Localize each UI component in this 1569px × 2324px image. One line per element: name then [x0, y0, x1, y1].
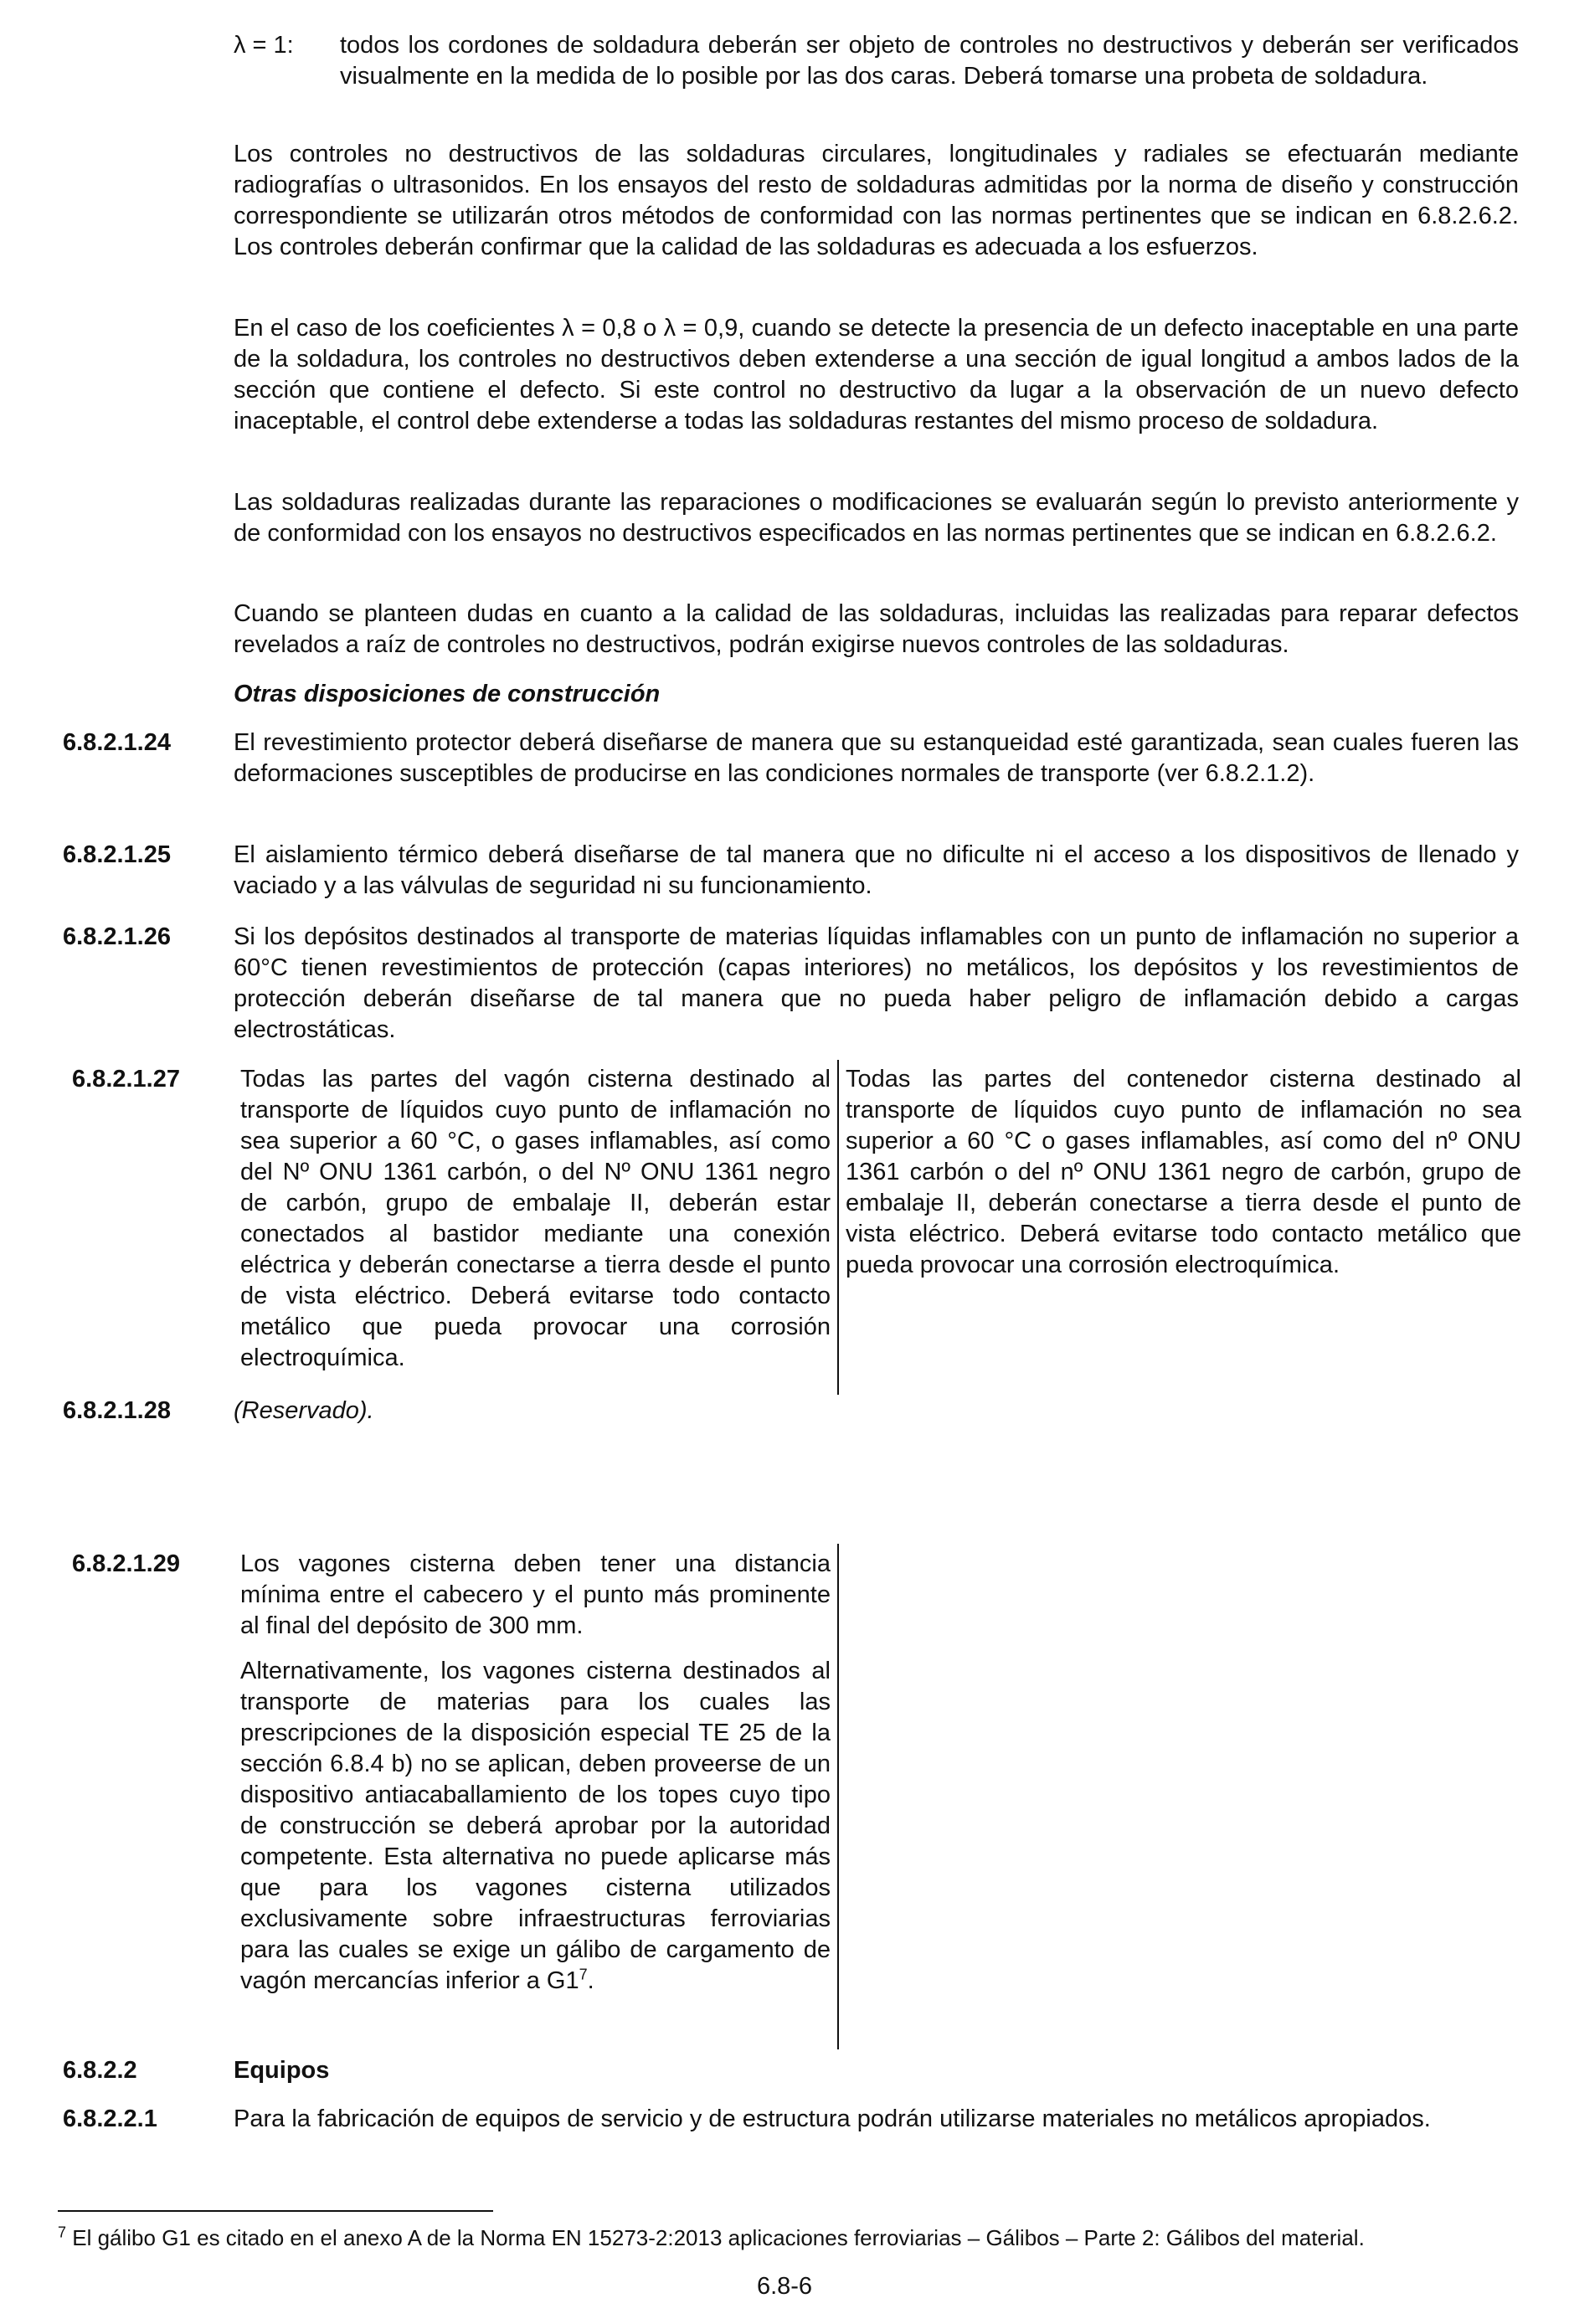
page-number: 6.8-6 [756, 2273, 813, 2300]
section-text-27-container: Todas las partes del contenedor cisterna destinado al transporte de líquidos cuyo punto de inflamación no sea superior a 60 °C o gases inflamables, así como del nº ONU 1361 carbón o del nº ONU 1361 negro de carbón, grupo de embalaje II, deberán conectarse a tierra desde el punto de vista eléctrico. Deberá evitarse todo contacto metálico que pueda provocar una corrosión electroquímica. [846, 1066, 1521, 1278]
lambda-text: todos los cordones de soldadura deberán ser objeto de controles no destructivos y deberán ser verificados visualmente en la medida de lo posible por las dos caras. Deberá tomarse una probeta de soldadura. [340, 32, 1519, 90]
section-text-27-rail: Todas las partes del vagón cisterna destinado al transporte de líquidos cuyo punto de inflamación no sea superior a 60 °C, o gases inflamables, así como del Nº ONU 1361 carbón, o del Nº ONU 1361 negro de carbón, grupo de embalaje II, deberán estar conectados al bastidor mediante una conexión eléctrica y deberán conectarse a tierra desde el punto de vista eléctrico. Deberá evitarse todo contacto metálico que pueda provocar una corrosión electroquímica. [240, 1066, 831, 1371]
footnote-ref-7: 7 [579, 1966, 588, 1983]
section-number-26: 6.8.2.1.26 [63, 923, 171, 950]
section-title-equipos: Equipos [234, 2057, 330, 2084]
section-number-2221: 6.8.2.2.1 [63, 2105, 157, 2132]
footnote [58, 2224, 1365, 2251]
section-number-28: 6.8.2.1.28 [63, 1397, 171, 1424]
section-text-28: (Reservado). [234, 1397, 374, 1424]
section-text-24: El revestimiento protector deberá diseñarse de manera que su estanqueidad esté garantizada, sean cuales fueren las deformaciones susceptibles de producirse en las condiciones normales de transporte (ver 6.8.2.1.2). [234, 729, 1519, 787]
footnote-mark: 7 [58, 2224, 67, 2241]
paragraph-ndt-methods: Los controles no destructivos de las soldaduras circulares, longitudinales y radiales se efectuarán mediante radiografías o ultrasonidos. En los ensayos del resto de soldaduras admitidas por la norma de diseño y construcción correspondiente se utilizarán otros métodos de conformidad con las normas pertinentes que se indican en 6.8.2.6.2. Los controles deberán confirmar que la calidad de las soldaduras es adecuada a los esfuerzos. [234, 141, 1519, 260]
lambda-label: λ = 1: [234, 32, 294, 59]
footnote-separator [58, 2210, 493, 2212]
footnote-text: El gálibo G1 es citado en el anexo A de la Norma EN 15273-2:2013 aplicaciones ferroviarias – Gálibos – Parte 2: Gálibos del material. [66, 2225, 1365, 2250]
section-number-29: 6.8.2.1.29 [72, 1550, 180, 1577]
column-divider-29 [837, 1544, 839, 2049]
section-text-26: Si los depósitos destinados al transporte de materias líquidas inflamables con un punto de inflamación no superior a 60°C tienen revestimientos de protección (capas interiores) no metálicos, los depósitos y los revestimientos de protección deberán diseñarse de tal manera que no pueda haber peligro de inflamación debido a cargas electrostáticas. [234, 923, 1519, 1043]
section-number-24: 6.8.2.1.24 [63, 729, 171, 756]
paragraph-repairs: Las soldaduras realizadas durante las reparaciones o modificaciones se evaluarán según lo previsto anteriormente y de conformidad con los ensayos no destructivos especificados en las normas pertinentes que se indican en 6.8.2.6.2. [234, 489, 1519, 547]
section-text-29-p2-body: Alternativamente, los vagones cisterna destinados al transporte de materias para los cuales las prescripciones de la disposición especial TE 25 de la sección 6.8.4 b) no se aplican, deben proveerse de un dispositivo antiacaballamiento de los topes cuyo tipo de construcción se deberá aprobar por la autoridad competente. Esta alternativa no puede aplicarse más que para los vagones cisterna utilizados exclusivamente sobre infraestructuras ferroviarias para las cuales se exige un gálibo de cargamento de vagón mercancías inferior a G1 [240, 1658, 831, 1994]
section-number-27: 6.8.2.1.27 [72, 1066, 180, 1093]
section-text-29-p2 [240, 1656, 831, 1997]
section-text-29-p2-end: . [587, 1967, 594, 1994]
paragraph-defect-extension: En el caso de los coeficientes λ = 0,8 o λ = 0,9, cuando se detecte la presencia de un defecto inaceptable en una parte de la soldadura, los controles no destructivos deben extenderse a una sección de igual longitud a ambos lados de la sección que contiene el defecto. Si este control no destructivo da lugar a la observación de un nuevo defecto inaceptable, el control debe extenderse a todas las soldaduras restantes del mismo proceso de soldadura. [234, 315, 1519, 434]
column-divider-27 [837, 1060, 839, 1395]
subheading-other-construction: Otras disposiciones de construcción [234, 681, 661, 707]
section-text-29-p1: Los vagones cisterna deben tener una distancia mínima entre el cabecero y el punto más prominente al final del depósito de 300 mm. [240, 1550, 831, 1639]
section-text-2221: Para la fabricación de equipos de servicio y de estructura podrán utilizarse materiales no metálicos apropiados. [234, 2105, 1431, 2132]
section-text-25: El aislamiento térmico deberá diseñarse de tal manera que no dificulte ni el acceso a los dispositivos de llenado y vaciado y a las válvulas de seguridad ni su funcionamiento. [234, 841, 1519, 899]
section-number-25: 6.8.2.1.25 [63, 841, 171, 868]
section-number-222: 6.8.2.2 [63, 2057, 137, 2084]
paragraph-doubts: Cuando se planteen dudas en cuanto a la calidad de las soldaduras, incluidas las realizadas para reparar defectos revelados a raíz de controles no destructivos, podrán exigirse nuevos controles de las soldaduras. [234, 600, 1519, 658]
